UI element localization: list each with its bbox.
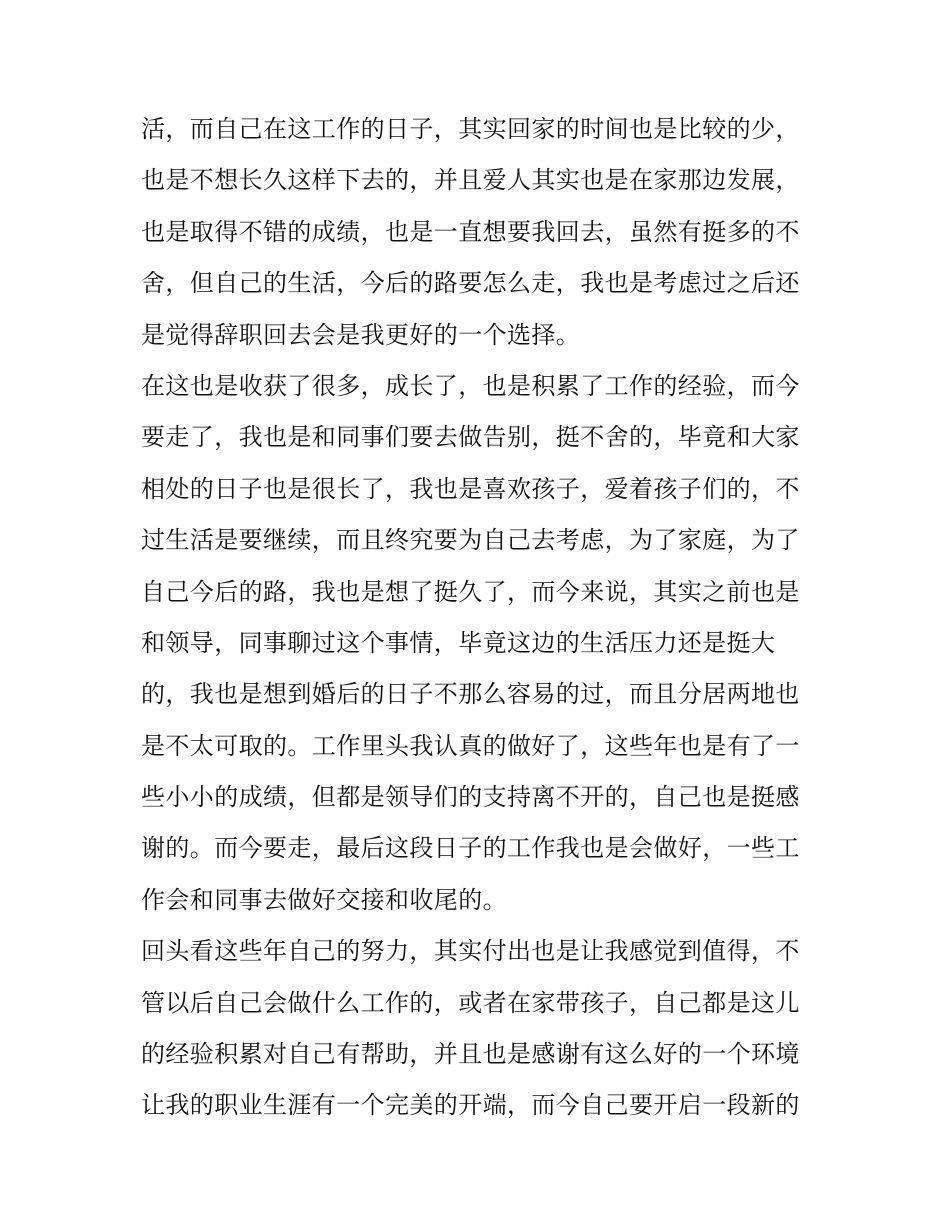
text-line: 过生活是要继续，而且终究要为自己去考虑，为了家庭，为了 bbox=[141, 526, 800, 555]
text-line: 也是不想长久这样下去的，并且爱人其实也是在家那边发展， bbox=[141, 166, 800, 195]
text-line: 的，我也是想到婚后的日子不那么容易的过，而且分居两地也 bbox=[141, 680, 800, 709]
text-line: 是不太可取的。工作里头我认真的做好了，这些年也是有了一 bbox=[141, 731, 800, 760]
text-line: 让我的职业生涯有一个完美的开端，而今自己要开启一段新的 bbox=[141, 1091, 800, 1120]
text-line: 些小小的成绩，但都是领导们的支持离不开的，自己也是挺感 bbox=[141, 783, 800, 812]
text-line: 谢的。而今要走，最后这段日子的工作我也是会做好，一些工 bbox=[141, 834, 800, 863]
text-line: 活，而自己在这工作的日子，其实回家的时间也是比较的少， bbox=[141, 115, 800, 143]
text-line: 要走了，我也是和同事们要去做告别，挺不舍的，毕竟和大家 bbox=[141, 423, 800, 452]
body-text bbox=[141, 104, 821, 1132]
text-line: 在这也是收获了很多，成长了，也是积累了工作的经验，而今 bbox=[141, 371, 800, 400]
text-line: 舍，但自己的生活，今后的路要怎么走，我也是考虑过之后还 bbox=[141, 269, 800, 298]
text-line: 回头看这些年自己的努力，其实付出也是让我感觉到值得，不 bbox=[141, 937, 800, 966]
text-line: 自己今后的路，我也是想了挺久了，而今来说，其实之前也是 bbox=[141, 577, 800, 606]
text-line: 和领导，同事聊过这个事情，毕竟这边的生活压力还是挺大 bbox=[141, 628, 776, 657]
text-line: 管以后自己会做什么工作的，或者在家带孩子，自己都是这儿 bbox=[141, 988, 800, 1017]
text-line: 也是取得不错的成绩，也是一直想要我回去，虽然有挺多的不 bbox=[141, 217, 800, 246]
text-line: 的经验积累对自己有帮助，并且也是感谢有这么好的一个环境 bbox=[141, 1040, 800, 1069]
text-line: 作会和同事去做好交接和收尾的。 bbox=[141, 885, 507, 914]
text-line: 相处的日子也是很长了，我也是喜欢孩子，爱着孩子们的，不 bbox=[141, 474, 800, 503]
text-line: 是觉得辞职回去会是我更好的一个选择。 bbox=[141, 320, 581, 349]
